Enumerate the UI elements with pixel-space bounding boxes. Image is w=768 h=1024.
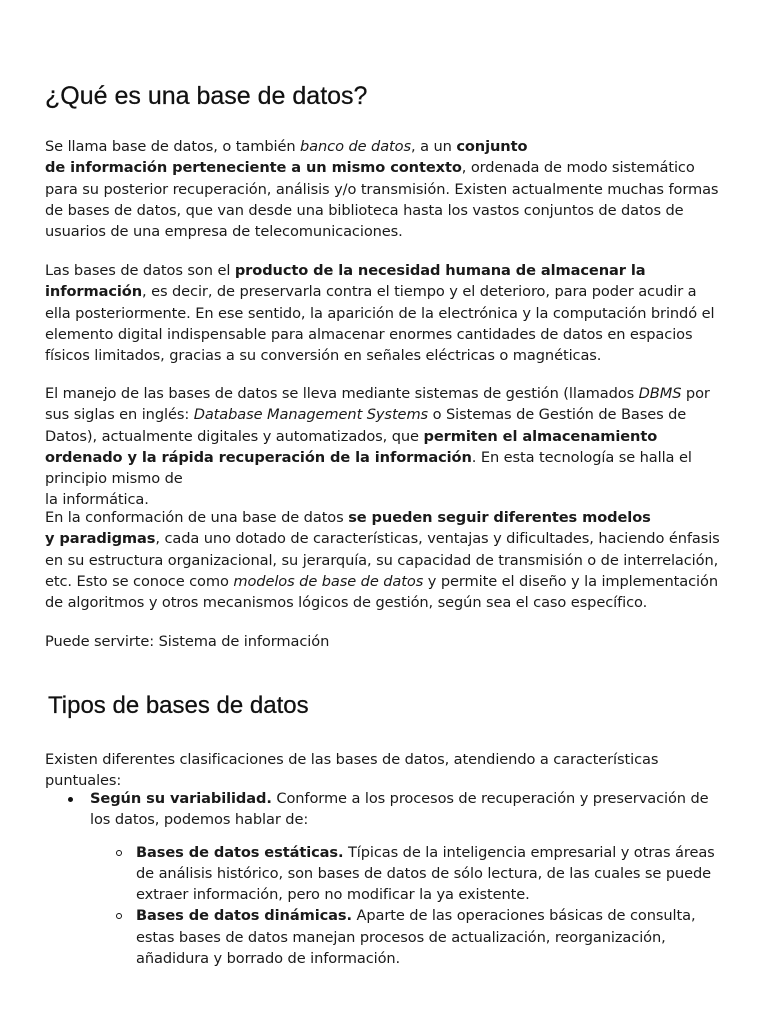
classification-list — [45, 788, 730, 969]
paragraph-text: , es decir, de preservarla contra el tiempo y el deterioro, para poder acudir a ella posteriormente. En ese sentido, la aparición de la electrónica y la computación brindó el elemento digital indispensable para almacenar enormes cantidades de datos en espacios físicos limitados, gracias a su conversión en señales eléctricas o magnéticas. — [45, 283, 715, 365]
section-heading-types: Tipos de bases de datos — [48, 692, 309, 719]
paragraph-text: por sus siglas en inglés: — [45, 385, 710, 424]
bold-term: Bases de datos dinámicas. — [136, 907, 352, 925]
paragraph-text: o Sistemas de Gestión de Bases de Datos), actualmente digitales y automatizados, que — [45, 406, 687, 445]
bold-term: producto de la necesidad humana de almacenar la información — [45, 262, 646, 301]
bold-term: se pueden seguir diferentes modelos — [348, 509, 651, 526]
paragraph-definition — [45, 136, 725, 242]
bold-term: de información perteneciente a un mismo contexto — [45, 159, 462, 177]
bold-term: Bases de datos estáticas. — [136, 843, 344, 861]
sub-list-item — [136, 842, 730, 906]
bold-term: Según su variabilidad. — [90, 790, 272, 807]
sub-list-item — [136, 905, 730, 969]
italic-term: banco de datos — [300, 138, 412, 155]
paragraph-classifications: Existen diferentes clasificaciones de las bases de datos, atendiendo a características puntuales: — [45, 751, 659, 790]
paragraph-text: y permite el diseño y la implementación — [423, 572, 718, 590]
sub-list — [90, 842, 730, 970]
paragraph-origin — [45, 260, 725, 366]
paragraph-text: , ordenada de modo sistemático para su posterior recuperación, análisis y/o transmisión. Existen actualmente muchas formas de bases de datos, que van desde una biblioteca hasta los vastos conjuntos de datos de usuarios de una empresa de telecomunicaciones. — [45, 159, 719, 241]
paragraph-text: . En esta tecnología se halla el principio mismo de — [45, 448, 692, 488]
paragraph-text: Las bases de datos son el — [45, 262, 235, 279]
paragraph-dbms — [45, 383, 725, 511]
list-item-text: Conforme a los procesos de recuperación y preservación de los datos, podemos hablar de: — [90, 790, 709, 829]
paragraph-text: , a un — [411, 138, 457, 155]
bold-term: permiten el almacenamiento ordenado y la rápida recuperación de la información — [45, 427, 658, 466]
informatica-link[interactable]: la informática. — [45, 491, 149, 509]
italic-term: modelos de base de datos — [233, 572, 424, 590]
algoritmos-link[interactable]: de algoritmos y otros mecanismos lógicos de gestión, según sea el caso específico. — [45, 594, 648, 612]
italic-term: DBMS — [638, 385, 682, 402]
paragraph-text: En la conformación de una base de datos — [45, 509, 349, 526]
page-title: ¿Qué es una base de datos? — [45, 82, 368, 110]
paragraph-models — [45, 507, 725, 613]
bold-term: y paradigmas — [45, 530, 156, 548]
list-item — [90, 788, 730, 969]
paragraph-text: , cada uno dotado de características, ventajas y dificultades, haciendo énfasis en su estructura organizacional, su jerarquía, su capacidad de transmisión o de interrelación, etc. Esto se conoce como — [45, 530, 720, 590]
italic-term: Database Management Systems — [193, 406, 429, 424]
bold-term: conjunto — [456, 138, 528, 155]
list-item-text: Típicas de la inteligencia empresarial y otras áreas de análisis histórico, son bases de datos de sólo lectura, de las cuales se puede extraer información, pero no modificar la ya existente. — [136, 843, 715, 904]
paragraph-text: El manejo de las bases de datos se lleva mediante sistemas de gestión (llamados — [45, 385, 639, 402]
list-item-text: Aparte de las operaciones básicas de consulta, estas bases de datos manejan procesos de actualización, reorganización, añadidura y borrado de información. — [136, 907, 696, 968]
paragraph-text: Se llama base de datos, o también — [45, 138, 301, 155]
related-link[interactable]: Puede servirte: Sistema de información — [45, 633, 330, 650]
